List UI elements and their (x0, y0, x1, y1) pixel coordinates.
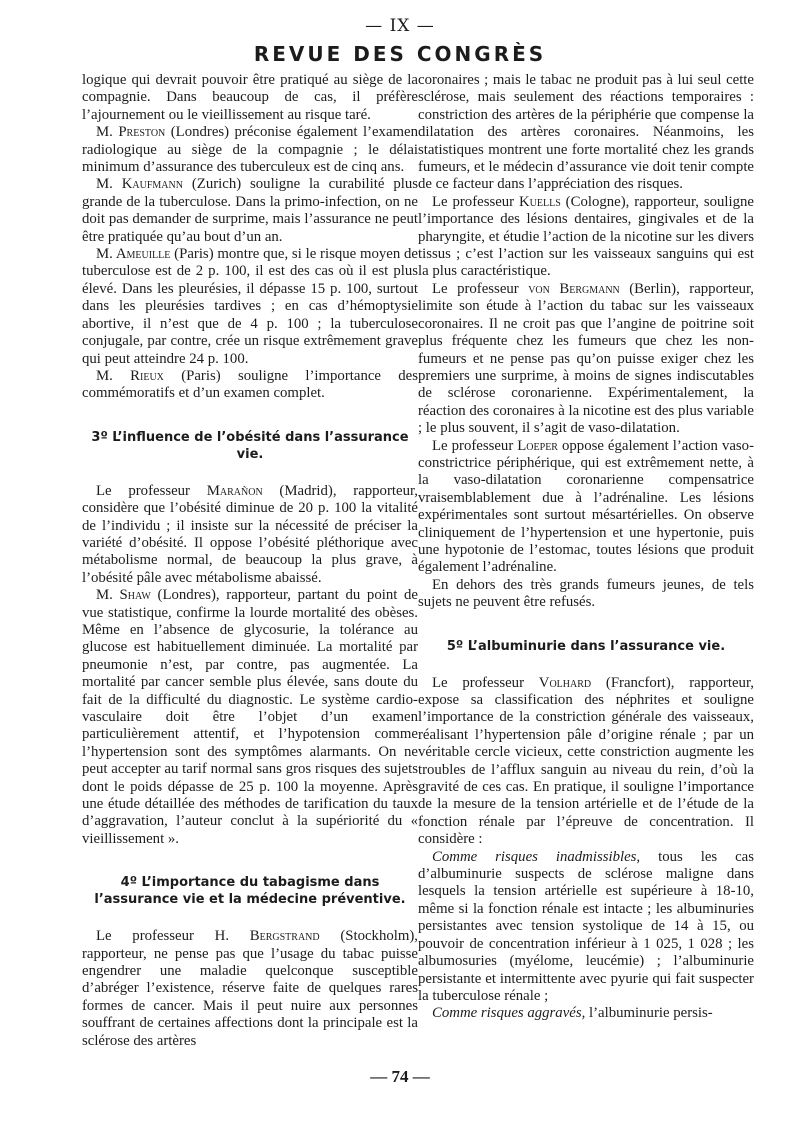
person-name: M. Shaw (96, 587, 151, 604)
page-folio: — 74 — (370, 1067, 430, 1086)
person-name: Kuells (519, 193, 561, 210)
running-title: REVUE DES CONGRÈS (253, 42, 547, 66)
paragraph: coronaires ; mais le tabac ne produit pas à lui seul cette sclérose, mais seulement des réactions temporaires : constriction des artères de la périphérie que compense la dilatation des artères coronaires. Néanmoins, les statistiques montrent une forte mortalité chez les grands fumeurs, et le médecin d’assurance vie doit tenir compte de ce facteur dans l’appréciation des risques. (418, 72, 754, 193)
section-heading-4: 4º L’importance du tabagisme dans l’assurance vie et la médecine préventive. (94, 875, 406, 908)
paragraph-text: Le professeur (432, 437, 518, 454)
paragraph-text: l’albuminurie persis- (585, 1005, 713, 1022)
paragraph-text: Le professeur (96, 482, 207, 499)
paragraph (82, 483, 418, 587)
paragraph-text: (Madrid), rapporteur, considère que l’obésité diminue de 20 p. 100 la vitalité de l’individu ; il insiste sur la nécessité de préciser la variété d’obésité. Il oppose l’obésité pléthorique avec métabolisme normal, de beaucoup la plus grave, à l’obésité pâle avec métabolisme abaissé. (82, 482, 418, 586)
paragraph-text: (Stockholm), rapporteur, ne pense pas que l’usage du tabac puisse engendrer une maladie quelconque susceptible d’abréger l’existence, réserve faite de quelques rares formes de cancer. Mais il peut nuire aux personnes souffrant de certaines affections dont la principale est la sclérose des artères (82, 928, 418, 1049)
paragraph-text: Le professeur (432, 674, 539, 691)
paragraph-text: tous les cas d’albuminurie suspects de sclérose maligne dans lesquels la tension artérielle est supérieure à 18-10, même si la fonction rénale est intacte ; les albuminuries persistantes avec tension systolique de 14 à 15, ou pouvoir de concentration inférieur à 1 025, 1 028 ; les albumosuries (myélome, leucémie) ; l’albuminurie persistante et intermittente avec pyurie qui fait suspecter la tuberculose rénale ; (418, 848, 754, 1004)
person-name: Volhard (538, 674, 592, 691)
person-name: Bergstrand (249, 928, 320, 945)
paragraph (82, 587, 418, 848)
paragraph-text: (Paris) souligne l’importance des commémoratifs et d’un examen complet. (82, 367, 418, 402)
person-name: Loeper (517, 437, 558, 454)
paragraph: logique qui devrait pouvoir être pratiqué au siège de la compagnie. Dans beaucoup de cas, il préfère l’ajournement ou le vieillissement au risque taré. (82, 72, 418, 123)
paragraph: En dehors des très grands fumeurs jeunes, de tels sujets ne peuvent être refusés. (418, 576, 754, 611)
right-column (418, 72, 754, 1023)
italic-lead: Comme risques aggravés, (432, 1005, 586, 1022)
paragraph-text: oppose également l’action vaso-constrictrice périphérique, qui est extrêmement nette, à la vaso-dilatation coronarienne compensatrice vraisemblablement due à l’adrénaline. Les lésions expérimentales sont surtout mésartérielles. On observe cliniquement de l’hypertension et une hypertonie, puis une hypotonie de l’estomac, toutes lésions que produit également l’adrénaline. (418, 437, 754, 576)
section-heading-5: 5º L’albuminurie dans l’assurance vie. (446, 638, 726, 654)
section-heading-3: 3º L’influence de l’obésité dans l’assurance vie. (91, 429, 409, 462)
paragraph-text: (Zurich) souligne la curabilité plus grande de la tuberculose. Dans la primo-infection, on ne doit pas demander de surprime, mais l’assurance ne peut être pratiquée qu’au bout d’un an. (82, 176, 418, 245)
left-column (82, 72, 418, 1050)
italic-lead: Comme risques inadmissibles, (432, 848, 641, 865)
paragraph (418, 675, 754, 849)
person-name: M. Ameuille (96, 246, 171, 263)
paragraph-text: (Paris) montre que, si le risque moyen de tuberculose est de 2 p. 100, il est des cas où il est plus élevé. Dans les pleurésies, il dépasse 15 p. 100, surtout dans les pleurésies tardives ; en cas d’hémoptysie abortive, il n’est que de 4 p. 100 ; la tuberculose conjugale, par contre, crée un risque extrêmement grave qui peut atteindre 24 p. 100. (82, 246, 418, 367)
person-name: M. Rieux (96, 367, 164, 384)
person-name: Marañon (206, 482, 263, 499)
paragraph (418, 438, 754, 577)
paragraph-text: (Cologne), rapporteur, souligne l’importance des lésions dentaires, gingivales et de la pharyngite, et étudie l’action de la nicotine sur les divers tissus ; c’est l’action sur les vaisseaux sanguins qui est la plus caractéristique. (418, 193, 754, 280)
paragraph-text: (Londres) préconise également l’examen radiologique au siège de la compagnie ; le délai minimum d’assurance des tuberculeux est de cinq ans. (82, 124, 418, 176)
paragraph (418, 849, 754, 1006)
paragraph-text: (Londres), rapporteur, partant du point de vue statistique, confirme la lourde mortalité des obèses. Même en l’absence de glycosurie, la tolérance au glucose est habituellement diminuée. La mortalité par pneumonie n’est, par contre, pas augmentée. La mortalité par cancer semble plus élevée, sans doute du fait de la difficulté du diagnostic. Le système cardio-vasculaire doit être l’objet d’un examen particulièrement attentif, et l’hypotension comme l’hypertension sont des symptômes alarmants. On ne peut accepter au tarif normal sans gros risques des sujets dont le poids dépasse de 25 p. 100 la moyenne. Après une étude détaillée des méthodes de tarification du taux d’aggravation, l’auteur conclut à la supériorité du « vieillissement ». (82, 587, 418, 847)
paragraph-text: (Francfort), rapporteur, expose sa classification des néphrites et souligne l’importance de la constriction générale des vaisseaux, réalisant l’hypertension pâle d’origine rénale ; par un véritable cercle vicieux, cette constriction augmente les troubles de l’afflux sanguin au niveau du rein, d’où la gravité de ces cas. En pratique, il souligne l’importance de la mesure de la tension artérielle et de l’étude de la fonction rénale par l’épreuve de concentration. Il considère : (418, 674, 754, 848)
paragraph-text: Le professeur (432, 193, 519, 210)
person-name: M. Kaufmann (96, 176, 183, 193)
roman-page-number: — IX — (365, 16, 435, 36)
paragraph (418, 281, 754, 438)
person-name: M. Preston (96, 124, 166, 141)
paragraph (82, 368, 418, 403)
person-name: von Bergmann (528, 280, 620, 297)
paragraph (82, 176, 418, 246)
paragraph (82, 246, 418, 368)
paragraph (418, 1005, 754, 1022)
paragraph-text: Le professeur (432, 280, 529, 297)
paragraph (82, 124, 418, 176)
paragraph-text: (Berlin), rapporteur, limite son étude à l’action du tabac sur les vaisseaux coronaires. Il ne croit pas que l’angine de poitrine soit plus fréquente chez les fumeurs que chez les non-fumeurs et ne pense pas qu’on puisse exiger chez les premiers une surprime, à moins de signes indiscutables de sclérose coronarienne. Expérimentalement, la réaction des coronaires à la nicotine est des plus variable ; le plus souvent, il s’agit de vaso-dilatation. (418, 280, 755, 437)
paragraph-text: Le professeur H. (96, 928, 250, 945)
paragraph (82, 928, 418, 1050)
paragraph (418, 194, 754, 281)
